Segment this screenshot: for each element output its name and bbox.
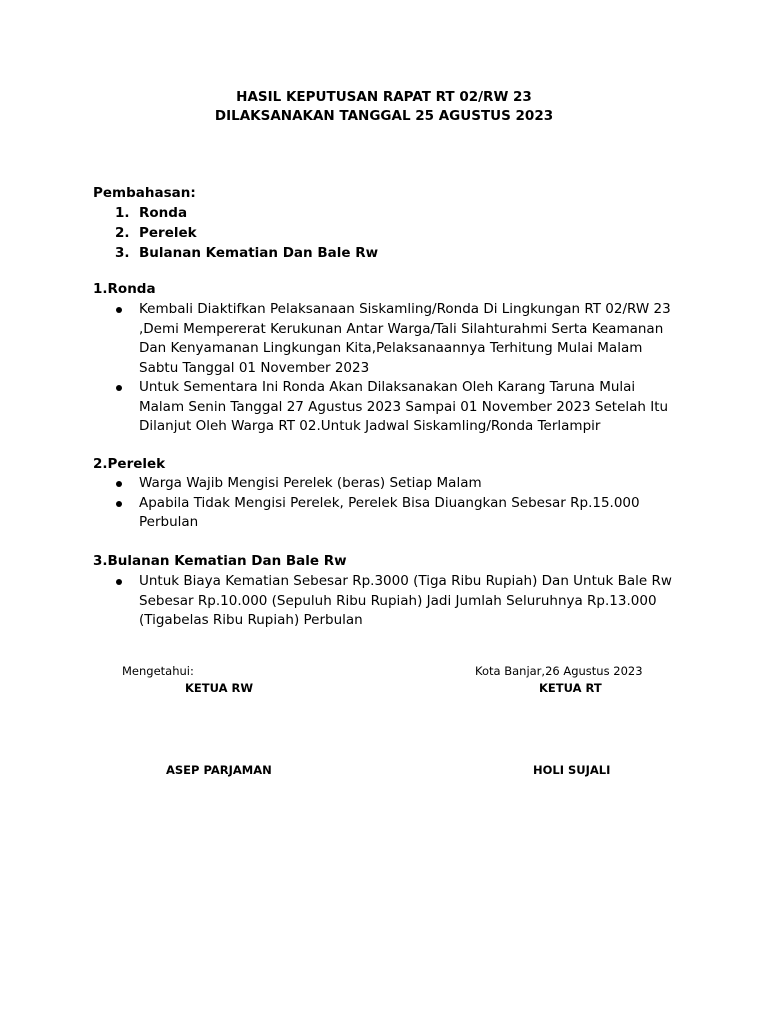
list-item: [93, 494, 683, 533]
section-perelek-heading: 2.Perelek: [93, 456, 166, 472]
section-bulanan-heading: 3.Bulanan Kematian Dan Bale Rw: [93, 553, 347, 569]
list-item-text: Warga Wajib Mengisi Perelek (beras) Setiap Malam: [139, 475, 482, 491]
list-item-text: Apabila Tidak Mengisi Perelek, Perelek Bisa Diuangkan Sebesar Rp.15.000 Perbulan: [139, 494, 640, 530]
pembahasan-item: [93, 243, 378, 263]
list-item: [93, 474, 683, 494]
document-title-line2: DILAKSANAKAN TANGGAL 25 AGUSTUS 2023: [214, 108, 554, 124]
signature-right-caption: Kota Banjar,26 Agustus 2023: [475, 664, 643, 678]
section-perelek-list: [93, 474, 683, 533]
bullet-icon: [116, 385, 122, 391]
document-title-line1: HASIL KEPUTUSAN RAPAT RT 02/RW 23: [236, 89, 532, 105]
list-number: 1.: [115, 205, 130, 221]
list-item: [93, 378, 683, 437]
signature-right-role: KETUA RT: [539, 681, 602, 695]
signature-left-role: KETUA RW: [185, 681, 254, 695]
list-number: 3.: [115, 245, 130, 261]
section-ronda-heading: 1.Ronda: [93, 281, 156, 297]
list-item: [93, 300, 683, 378]
section-bulanan-list: [93, 572, 683, 631]
pembahasan-item: [93, 223, 378, 243]
list-item-text: Untuk Sementara Ini Ronda Akan Dilaksanakan Oleh Karang Taruna Mulai Malam Senin Tanggal 27 Agustus 2023 Sampai 01 November 2023 Setelah Itu Dilanjut Oleh Warga RT 02.Untuk Jadwal Siskamling/Ronda Terlampir: [139, 379, 669, 434]
signature-right-name: HOLI SUJALI: [533, 763, 611, 777]
section-ronda-list: [93, 300, 683, 437]
bullet-icon: [116, 307, 122, 313]
pembahasan-item: [93, 203, 378, 223]
signature-left-name: ASEP PARJAMAN: [166, 763, 272, 777]
list-item-text: Untuk Biaya Kematian Sebesar Rp.3000 (Tiga Ribu Rupiah) Dan Untuk Bale Rw Sebesar Rp.10.000 (Sepuluh Ribu Rupiah) Jadi Jumlah Seluruhnya Rp.13.000 (Tigabelas Ribu Rupiah) Perbulan: [139, 573, 672, 628]
bullet-icon: [116, 579, 122, 585]
list-number: 2.: [115, 225, 130, 241]
signature-left-caption: Mengetahui:: [122, 664, 194, 678]
list-item-text: Kembali Diaktifkan Pelaksanaan Siskamling/Ronda Di Lingkungan RT 02/RW 23 ,Demi Mempererat Kerukunan Antar Warga/Tali Silahturahmi Serta Keamanan Dan Kenyamanan Lingkungan Kita,Pelaksanaannya Terhitung Mulai Malam Sabtu Tanggal 01 November 2023: [139, 301, 671, 376]
pembahasan-list: [93, 203, 378, 263]
bullet-icon: [116, 501, 122, 507]
pembahasan-heading: Pembahasan:: [93, 185, 196, 201]
bullet-icon: [116, 481, 122, 487]
pembahasan-item-label: Ronda: [139, 205, 188, 221]
list-item: [93, 572, 683, 631]
pembahasan-item-label: Bulanan Kematian Dan Bale Rw: [139, 245, 379, 261]
pembahasan-item-label: Perelek: [139, 225, 197, 241]
